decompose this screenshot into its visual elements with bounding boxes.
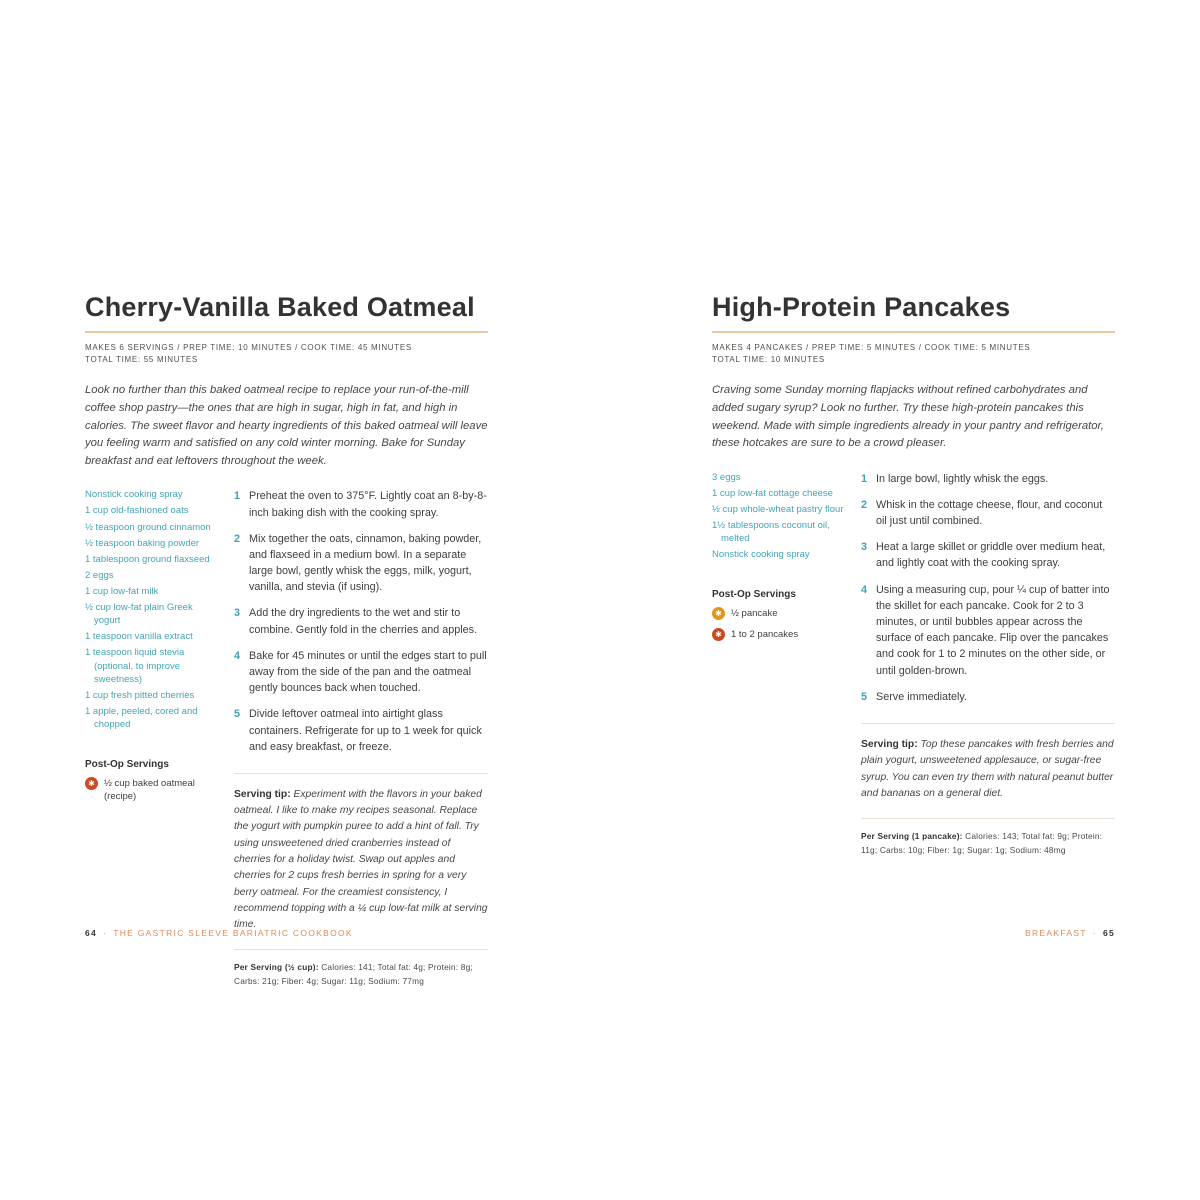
step-text: Preheat the oven to 375°F. Lightly coat an 8-by-8-inch baking dish with the cooking spray. bbox=[249, 490, 487, 519]
post-op-serving-text: ½ cup baked oatmeal (recipe) bbox=[104, 778, 195, 803]
ingredient-item: 1 tablespoon ground flaxseed bbox=[85, 553, 210, 565]
ingredients-list bbox=[712, 471, 848, 562]
recipe-title: Cherry-Vanilla Baked Oatmeal bbox=[85, 292, 475, 322]
ingredient-item: ½ teaspoon baking powder bbox=[85, 537, 200, 549]
direction-step bbox=[234, 648, 488, 697]
recipe-meta-line1: MAKES 4 PANCAKES / PREP TIME: 5 MINUTES / COOK TIME: 5 MINUTES bbox=[712, 342, 1031, 352]
serving-tip bbox=[861, 723, 1115, 802]
directions-column bbox=[234, 488, 488, 988]
per-serving-label: Per Serving (1 pancake): bbox=[861, 831, 963, 842]
ingredient-item: Nonstick cooking spray bbox=[85, 489, 183, 501]
footer-left bbox=[85, 928, 353, 938]
post-op-heading: Post-Op Servings bbox=[712, 589, 796, 601]
serving-tip bbox=[234, 773, 488, 933]
ingredient-item: 1 cup old-fashioned oats bbox=[85, 505, 189, 517]
running-footer bbox=[85, 928, 1115, 938]
serving-tip-text: Experiment with the flavors in your baked oatmeal. I like to make my recipes seasonal. Replace the yogurt with pumpkin puree to add a hint of fall. Try using unsweetened dried cranberries instead of cherries for a holiday twist. Swap out apples and cherries for 2 cups fresh berries in spring for a very berry oatmeal. For the creamiest consistency, I recommend topping with a ¼ cup low-fat milk at serving time. bbox=[234, 788, 488, 931]
directions-list bbox=[234, 488, 488, 755]
post-op-stage-icon: ✱ bbox=[85, 777, 98, 790]
title-rule bbox=[85, 331, 488, 333]
step-number: 4 bbox=[234, 649, 241, 662]
ingredient-item: 1 cup low-fat milk bbox=[85, 585, 159, 597]
ingredients-column bbox=[712, 471, 848, 858]
direction-step bbox=[861, 471, 1115, 487]
book-title: THE GASTRIC SLEEVE BARIATRIC COOKBOOK bbox=[113, 928, 353, 938]
recipe-meta bbox=[712, 342, 1115, 368]
post-op-list bbox=[712, 607, 848, 641]
direction-step bbox=[234, 488, 488, 520]
footer-separator: · bbox=[103, 928, 108, 938]
page-left bbox=[85, 293, 488, 989]
direction-step bbox=[861, 582, 1115, 679]
step-number: 2 bbox=[234, 532, 241, 545]
per-serving-label: Per Serving (½ cup): bbox=[234, 962, 319, 973]
serving-tip-text: Top these pancakes with fresh berries and plain yogurt, unsweetened applesauce, or sugar-free syrup. You can even try them with natural peanut butter and bananas on a general diet. bbox=[861, 738, 1114, 799]
direction-step bbox=[861, 689, 1115, 705]
direction-step bbox=[861, 539, 1115, 571]
recipe-body bbox=[85, 488, 488, 988]
post-op-serving-item bbox=[712, 628, 848, 641]
step-text: Whisk in the cottage cheese, flour, and coconut oil just until combined. bbox=[876, 498, 1103, 528]
ingredient-item: 1½ tablespoons coconut oil, melted bbox=[712, 520, 830, 545]
step-number: 3 bbox=[861, 541, 868, 554]
step-text: Heat a large skillet or griddle over medium heat, and lightly coat with the cooking spray. bbox=[876, 541, 1106, 570]
page-right bbox=[712, 293, 1115, 857]
directions-column bbox=[861, 471, 1115, 858]
recipe-title: High-Protein Pancakes bbox=[712, 292, 1011, 322]
direction-step bbox=[861, 497, 1115, 529]
step-text: Mix together the oats, cinnamon, baking powder, and flaxseed in a medium bowl. In a separate large bowl, gently whisk the eggs, milk, yogurt, vanilla, and stevia (if using). bbox=[249, 532, 482, 594]
per-serving-values: Calories: 143; Total fat: 9g; Protein: 11g; Carbs: 10g; Fiber: 1g; Sugar: 1g; Sodium: 48mg bbox=[861, 831, 1103, 855]
step-number: 2 bbox=[861, 498, 868, 511]
ingredient-item: Nonstick cooking spray bbox=[712, 549, 810, 561]
post-op-serving-item bbox=[712, 607, 848, 620]
ingredient-item: 1 cup low-fat cottage cheese bbox=[712, 487, 833, 499]
ingredient-item: 1 teaspoon liquid stevia (optional, to improve sweetness) bbox=[85, 647, 185, 685]
step-number: 1 bbox=[234, 490, 241, 503]
ingredient-item: ½ cup whole-wheat pastry flour bbox=[712, 503, 844, 515]
step-text: Add the dry ingredients to the wet and stir to combine. Gently fold in the cherries and apples. bbox=[249, 607, 478, 636]
post-op-list bbox=[85, 777, 221, 804]
serving-tip-label: Serving tip: bbox=[234, 788, 291, 800]
recipe-meta-line2: TOTAL TIME: 55 MINUTES bbox=[85, 355, 198, 365]
step-number: 1 bbox=[861, 472, 868, 485]
post-op-servings bbox=[85, 759, 221, 804]
footer-right bbox=[1025, 928, 1115, 938]
ingredient-item: 1 cup fresh pitted cherries bbox=[85, 689, 195, 701]
post-op-servings bbox=[712, 589, 848, 641]
post-op-serving-item bbox=[85, 777, 221, 804]
title-rule bbox=[712, 331, 1115, 333]
post-op-serving-text: ½ pancake bbox=[731, 608, 778, 620]
section-title: BREAKFAST bbox=[1025, 928, 1087, 938]
step-number: 3 bbox=[234, 607, 241, 620]
recipe-body bbox=[712, 471, 1115, 858]
recipe-meta-line1: MAKES 6 SERVINGS / PREP TIME: 10 MINUTES / COOK TIME: 45 MINUTES bbox=[85, 342, 412, 352]
post-op-serving-text: 1 to 2 pancakes bbox=[731, 628, 799, 640]
page-number-right: 65 bbox=[1102, 928, 1115, 938]
ingredient-item: 2 eggs bbox=[85, 569, 114, 581]
step-text: Divide leftover oatmeal into airtight glass containers. Refrigerate for up to 1 week for quick and easy breakfast, or freeze. bbox=[249, 708, 482, 753]
footer-separator: · bbox=[1092, 928, 1097, 938]
per-serving-info bbox=[234, 949, 488, 988]
ingredient-item: 3 eggs bbox=[712, 471, 741, 483]
per-serving-values: Calories: 141; Total fat: 4g; Protein: 8g; Carbs: 21g; Fiber: 4g; Sugar: 11g; Sodium: 77mg bbox=[234, 962, 473, 987]
page-number-left: 64 bbox=[85, 928, 98, 938]
step-number: 5 bbox=[234, 708, 241, 721]
recipe-intro: Craving some Sunday morning flapjacks without refined carbohydrates and added sugary syrup? Look no further. Try these high-protein pancakes this weekend. Made with simple ingredients already in your pantry and refrigerator, these hotcakes are sure to be a crowd pleaser. bbox=[712, 384, 1104, 450]
step-text: Bake for 45 minutes or until the edges start to pull away from the side of the pan and the oatmeal gently bounces back when touched. bbox=[249, 649, 487, 695]
ingredients-list bbox=[85, 488, 221, 731]
step-text: Serve immediately. bbox=[876, 690, 968, 703]
step-text: Using a measuring cup, pour ¼ cup of batter into the skillet for each pancake. Cook for 2 to 3 minutes, or until bubbles appear across the surface of each pancake. Flip over the pancakes and cook for 1 to 2 minutes on the other side, or until golden-brown. bbox=[876, 583, 1110, 677]
post-op-stage-icon: ✱ bbox=[712, 607, 725, 620]
recipe-meta bbox=[85, 342, 488, 368]
step-number: 5 bbox=[861, 690, 868, 703]
direction-step bbox=[234, 605, 488, 637]
ingredient-item: 1 teaspoon vanilla extract bbox=[85, 631, 193, 643]
post-op-stage-icon: ✱ bbox=[712, 628, 725, 641]
ingredient-item: 1 apple, peeled, cored and chopped bbox=[85, 705, 198, 730]
per-serving-info bbox=[861, 818, 1115, 857]
serving-tip-label: Serving tip: bbox=[861, 738, 918, 750]
ingredient-item: ½ teaspoon ground cinnamon bbox=[85, 521, 211, 533]
post-op-heading: Post-Op Servings bbox=[85, 759, 169, 771]
directions-list bbox=[861, 471, 1115, 705]
direction-step bbox=[234, 531, 488, 596]
step-text: In large bowl, lightly whisk the eggs. bbox=[876, 472, 1049, 485]
direction-step bbox=[234, 706, 488, 755]
recipe-meta-line2: TOTAL TIME: 10 MINUTES bbox=[712, 355, 825, 365]
recipe-intro: Look no further than this baked oatmeal recipe to replace your run-of-the-mill coffee shop pastry—the ones that are high in sugar, high in fat, and high in calories. The sweet flavor and hearty ingredients of this baked oatmeal will leave you feeling warm and satisfied on any cold winter morning. Bake for Sunday breakfast and eat leftovers throughout the week. bbox=[85, 384, 488, 467]
step-number: 4 bbox=[861, 583, 868, 596]
ingredients-column bbox=[85, 488, 221, 988]
ingredient-item: ½ cup low-fat plain Greek yogurt bbox=[85, 602, 193, 627]
